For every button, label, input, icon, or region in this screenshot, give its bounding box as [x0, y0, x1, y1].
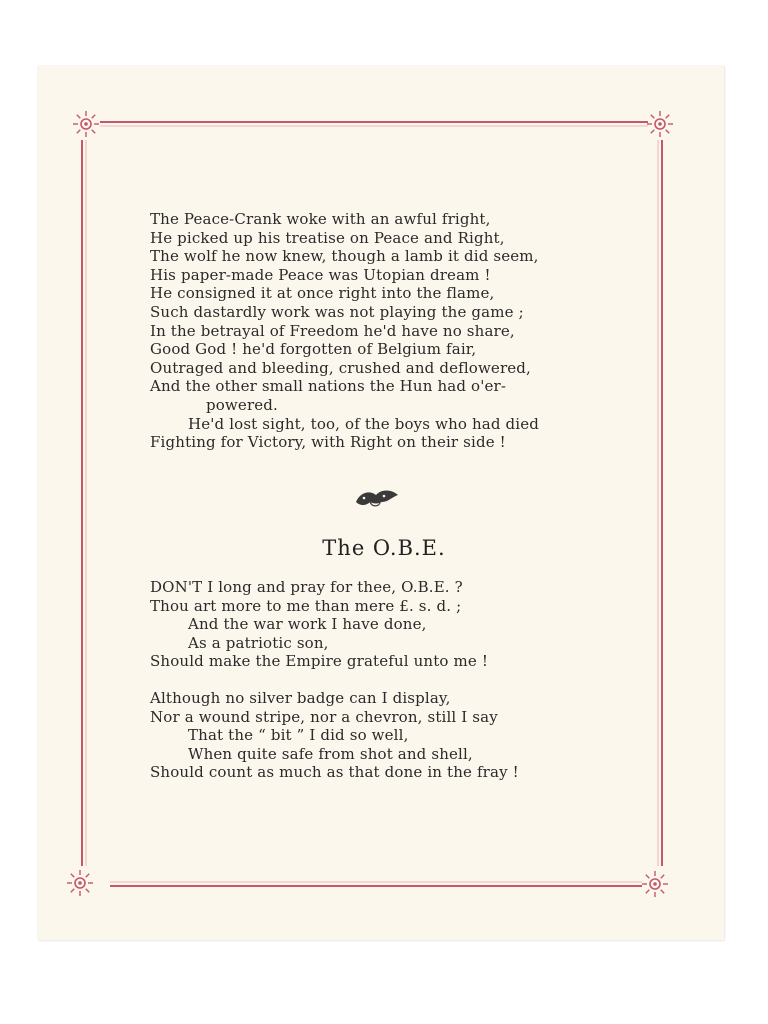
poem-line: Good God ! he'd forgotten of Belgium fair, — [150, 340, 477, 359]
poem-line: His paper-made Peace was Utopian dream ! — [150, 265, 491, 284]
poem-title — [0, 536, 768, 560]
poem-line: Thou art more to me than mere £. s. d. ; — [150, 596, 462, 615]
poem-line: He'd lost sight, too, of the boys who had died — [188, 414, 540, 433]
poem-line: The Peace-Crank woke with an awful fright, — [150, 210, 491, 228]
poem-line: Such dastardly work was not playing the game ; — [150, 302, 524, 321]
poem-line: And the other small nations the Hun had o'er- — [150, 377, 507, 396]
sunburst-ornament-icon — [642, 871, 668, 897]
poem-line: Outraged and bleeding, crushed and deflowered, — [150, 358, 531, 377]
poem-line: In the betrayal of Freedom he'd have no share, — [150, 321, 515, 340]
poem-peace-crank — [150, 210, 630, 452]
poem-line: Should make the Empire grateful unto me ! — [150, 652, 489, 671]
poem-line: powered. — [206, 395, 278, 414]
sunburst-ornament-icon — [647, 111, 673, 137]
poem-title-text: The O.B.E. — [322, 536, 446, 560]
poem-line: He picked up his treatise on Peace and Right, — [150, 228, 505, 247]
poem-line: He consigned it at once right into the flame, — [150, 284, 495, 303]
poem-line: Should count as much as that done in the fray ! — [150, 763, 519, 782]
fleuron-ornament-icon — [356, 490, 398, 505]
stanza-gap — [150, 671, 630, 689]
poem-obe — [150, 578, 630, 782]
poem-line: The wolf he now knew, though a lamb it did seem, — [150, 247, 539, 266]
poem-line: Nor a wound stripe, nor a chevron, still I say — [150, 707, 498, 726]
poem-line: That the “ bit ” I did so well, — [188, 726, 409, 745]
sunburst-ornament-icon — [67, 870, 93, 896]
poem-line: When quite safe from shot and shell, — [188, 744, 473, 763]
poem-line: Although no silver badge can I display, — [150, 688, 451, 707]
poem-line: Fighting for Victory, with Right on their side ! — [150, 433, 506, 452]
poem-line: DON'T I long and pray for thee, O.B.E. ? — [150, 578, 463, 596]
poem-line: As a patriotic son, — [188, 633, 329, 652]
sunburst-ornament-icon — [73, 111, 99, 137]
poem-line: And the war work I have done, — [188, 615, 427, 634]
